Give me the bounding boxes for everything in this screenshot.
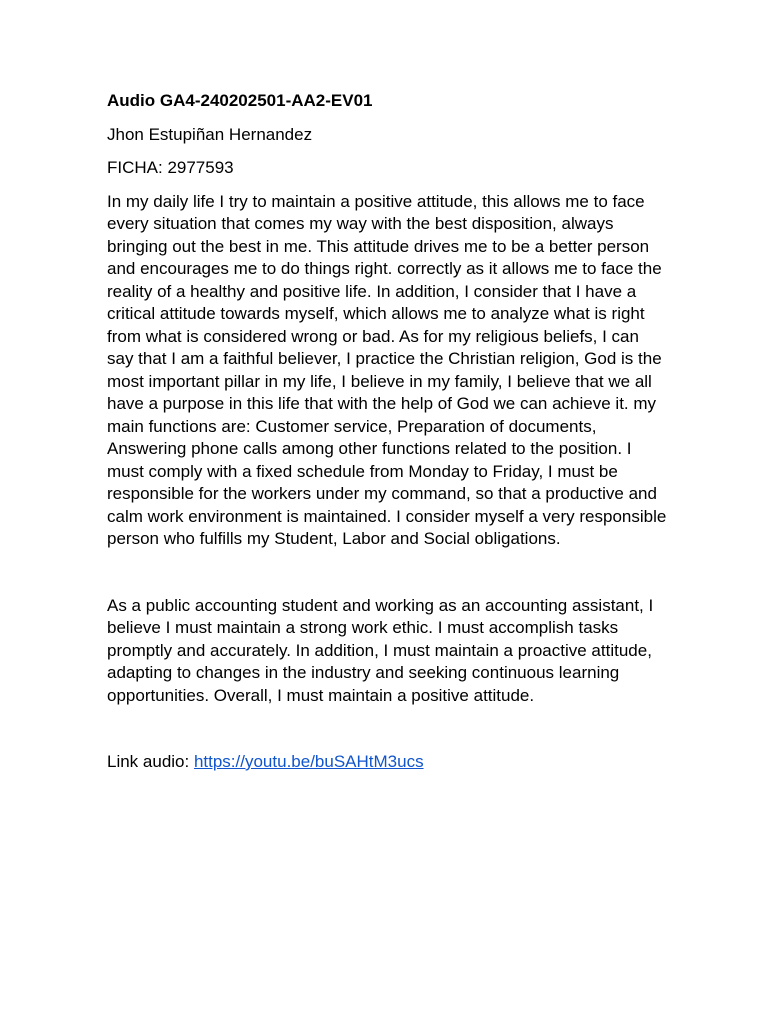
author-name: Jhon Estupiñan Hernandez: [107, 124, 313, 144]
document-content: [107, 90, 667, 774]
paragraph-work-ethic: As a public accounting student and working as an accounting assistant, I believe I must maintain a strong work ethic. I must accomplish tasks promptly and accurately. In addition, I must maintain a proactive attitude, adapting to changes in the industry and seeking continuous learning opportunities. Overall, I must maintain a positive attitude.: [107, 595, 654, 705]
audio-link-line: [107, 751, 667, 774]
document-title: Audio GA4-240202501-AA2-EV01: [107, 91, 373, 110]
paragraph-personal-attitude: In my daily life I try to maintain a positive attitude, this allows me to face every situation that comes my way with the best disposition, always bringing out the best in me. This attitude drives me to be a better person and encourages me to do things right. correctly as it allows me to face the reality of a healthy and positive life. In addition, I consider that I have a critical attitude towards myself, which allows me to analyze what is right from what is considered wrong or bad. As for my religious beliefs, I can say that I am a faithful believer, I practice the Christian religion, God is the most important pillar in my life, I believe in my family, I believe that we all have a purpose in this life that with the help of God we can achieve it. my main functions are: Customer service, Preparation of documents, Answering phone calls among other functions related to the position. I must comply with a fixed schedule from Monday to Friday, I must be responsible for the workers under my command, so that a productive and calm work environment is maintained. I consider myself a very responsible person who fulfills my Student, Labor and Social obligations.: [107, 191, 667, 548]
ficha-number: FICHA: 2977593: [107, 158, 234, 177]
audio-link[interactable]: https://youtu.be/buSAHtM3ucs: [193, 752, 424, 771]
audio-link-label: Link audio:: [107, 752, 194, 771]
